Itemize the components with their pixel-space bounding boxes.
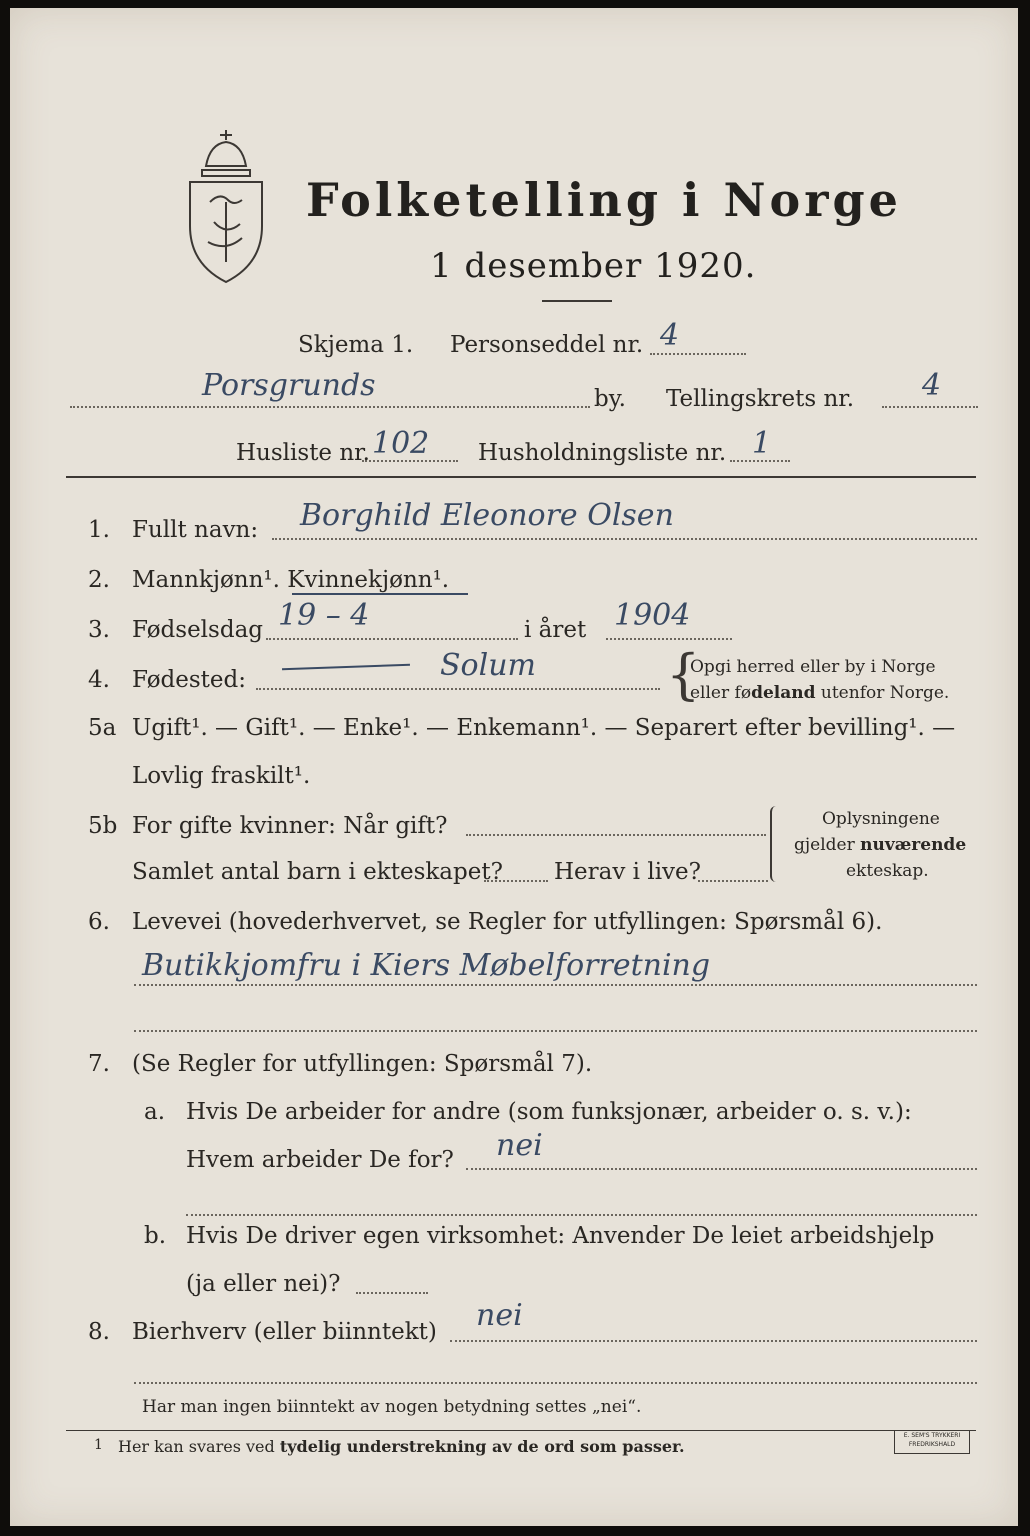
q5b-alive-label: Herav i live?: [554, 859, 701, 885]
footnote-text: Her kan svares ved tydelig understrekning av de ord som passer.: [118, 1437, 685, 1456]
q8-line: [450, 1340, 977, 1342]
skjema-label: Skjema 1.: [298, 332, 414, 358]
q3-year-label: i året: [524, 617, 587, 643]
q6-line-1: [134, 984, 977, 986]
husliste-label: Husliste nr.: [236, 440, 370, 466]
husholdning-label: Husholdningsliste nr.: [478, 440, 727, 466]
q7b-line1: Hvis De driver egen virksomhet: Anvender De leiet arbeidshjelp: [186, 1223, 935, 1249]
q3-year-line: [606, 638, 732, 640]
q3-number: 3.: [88, 617, 110, 643]
q6-line-2: [134, 1030, 977, 1032]
husliste-line: [362, 460, 458, 462]
husholdning-value[interactable]: 1: [752, 426, 772, 461]
q5a-marital-options[interactable]: Ugift¹. — Gift¹. — Enke¹. — Enkemann¹. — Separert efter bevilling¹. —: [132, 715, 956, 741]
footnote-mark: 1: [94, 1437, 103, 1453]
q8-line-2: [134, 1382, 977, 1384]
q4-note-line2: eller fødeland utenfor Norge.: [690, 683, 950, 703]
tellingskrets-line: [882, 406, 978, 408]
q7b-letter: b.: [144, 1223, 167, 1249]
q5b-number: 5b: [88, 813, 118, 839]
q3-birthday-value[interactable]: 19 – 4: [278, 598, 370, 633]
q1-label: Fullt navn:: [132, 517, 259, 543]
form-title: Folketelling i Norge: [306, 173, 902, 227]
q5b-children-label: Samlet antal barn i ekteskapet?: [132, 859, 503, 885]
tellingskrets-label: Tellingskrets nr.: [666, 386, 855, 412]
personseddel-line: [650, 353, 746, 355]
by-line: [70, 406, 590, 408]
by-label: by.: [594, 386, 626, 412]
q7a-line: [466, 1168, 977, 1170]
q8-side-income-value[interactable]: nei: [476, 1298, 523, 1333]
q2-number: 2.: [88, 567, 110, 593]
q5b-note-line1: Oplysningene: [822, 809, 940, 829]
q7b-line[interactable]: [356, 1292, 428, 1294]
census-form-sheet: [10, 8, 1018, 1526]
q5b-brace: [770, 806, 780, 882]
q2-gender-options[interactable]: Mannkjønn¹. Kvinnekjønn¹.: [132, 567, 450, 593]
q5b-married-women-label: For gifte kvinner: Når gift?: [132, 813, 448, 839]
q7-number: 7.: [88, 1051, 110, 1077]
q5b-alive-line[interactable]: [698, 880, 768, 882]
footer-rule: [66, 1430, 976, 1431]
q7b-line2: (ja eller nei)?: [186, 1271, 341, 1297]
q7a-letter: a.: [144, 1099, 166, 1125]
q6-occupation-value[interactable]: Butikkjomfru i Kiers Møbelforretning: [142, 948, 711, 983]
q5b-note-line3: ekteskap.: [846, 861, 929, 881]
tellingskrets-value[interactable]: 4: [922, 368, 942, 403]
q7a-employer-value[interactable]: nei: [496, 1128, 543, 1163]
q4-note-line1: Opgi herred eller by i Norge: [690, 657, 936, 677]
q6-number: 6.: [88, 909, 110, 935]
q5b-when-married-line[interactable]: [466, 834, 766, 836]
q3-year-value[interactable]: 1904: [614, 598, 691, 633]
q5a-number: 5a: [88, 715, 117, 741]
q6-label: Levevei (hovederhvervet, se Regler for utfyllingen: Spørsmål 6).: [132, 909, 883, 935]
q7a-line2: Hvem arbeider De for?: [186, 1147, 454, 1173]
q5a-marital-options-cont[interactable]: Lovlig fraskilt¹.: [132, 763, 311, 789]
personseddel-value[interactable]: 4: [660, 318, 680, 353]
q8-number: 8.: [88, 1319, 110, 1345]
husholdning-line: [730, 460, 790, 462]
footer-note: Har man ingen biinntekt av nogen betydning settes „nei“.: [142, 1397, 642, 1417]
coat-of-arms-icon: [180, 126, 272, 286]
header-rule: [66, 476, 976, 478]
q1-number: 1.: [88, 517, 110, 543]
q7a-line-2: [186, 1214, 977, 1216]
q5b-children-line[interactable]: [484, 880, 548, 882]
census-date: 1 desember 1920.: [430, 246, 757, 286]
q3-line: [266, 638, 518, 640]
by-value[interactable]: Porsgrunds: [202, 368, 376, 403]
q4-label: Fødested:: [132, 667, 247, 693]
q4-number: 4.: [88, 667, 110, 693]
q8-label: Bierhverv (eller biinntekt): [132, 1319, 437, 1345]
q1-full-name-value[interactable]: Borghild Eleonore Olsen: [300, 498, 674, 533]
q7a-line1: Hvis De arbeider for andre (som funksjonær, arbeider o. s. v.):: [186, 1099, 912, 1125]
q4-line: [256, 688, 660, 690]
q4-brace: {: [666, 643, 701, 706]
q2-kvinnekjonn-underline: [292, 593, 468, 595]
q7-label: (Se Regler for utfyllingen: Spørsmål 7).: [132, 1051, 593, 1077]
title-divider: [542, 300, 612, 302]
q5b-note-line2: gjelder nuværende: [794, 835, 967, 855]
husliste-value[interactable]: 102: [372, 426, 430, 461]
q4-birthplace-value[interactable]: Solum: [440, 648, 536, 683]
q1-line: [272, 538, 977, 540]
printer-stamp: E. SEM'S TRYKKERI FREDRIKSHALD: [894, 1430, 970, 1454]
personseddel-label: Personseddel nr.: [450, 332, 644, 358]
q4-struck-entry: [282, 664, 410, 670]
q3-label: Fødselsdag: [132, 617, 264, 643]
